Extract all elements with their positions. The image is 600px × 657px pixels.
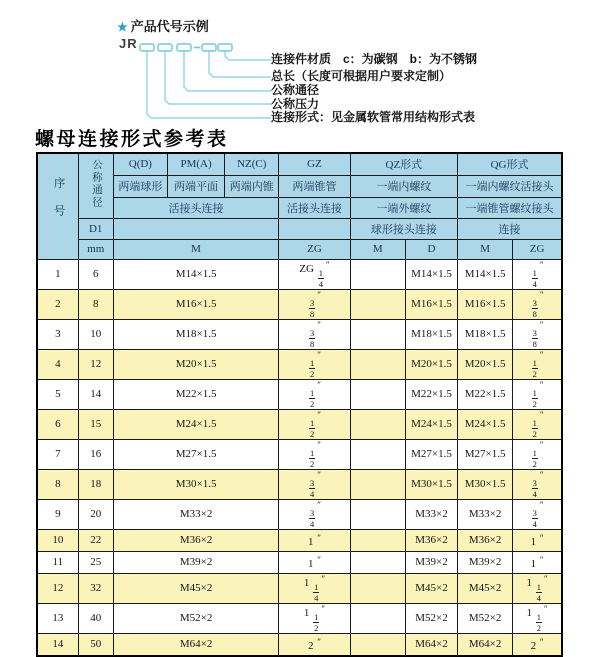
inch-fraction: $\frac{3}{4}$ bbox=[310, 507, 315, 529]
cell-qg-m: M39×2 bbox=[458, 551, 513, 573]
end-type-nzc: 两端内锥 bbox=[225, 175, 279, 197]
cell-qz-d: M20×1.5 bbox=[405, 349, 457, 379]
cell-qz-d: M36×2 bbox=[405, 529, 457, 551]
cell-dn: 6 bbox=[78, 259, 113, 289]
table-row bbox=[37, 469, 562, 499]
cell-qz-d: M64×2 bbox=[405, 633, 457, 656]
cell-qz-d: M27×1.5 bbox=[405, 439, 457, 469]
diagram-line bbox=[209, 51, 271, 77]
table-row bbox=[37, 379, 562, 409]
cell-seq: 12 bbox=[37, 573, 78, 603]
cell-qg-m: M36×2 bbox=[458, 529, 513, 551]
cell-seq: 3 bbox=[37, 319, 78, 349]
inch-fraction: $\frac{3}{4}$ bbox=[532, 477, 537, 499]
reference-table bbox=[36, 152, 563, 657]
cell-qg-m: M45×2 bbox=[458, 573, 513, 603]
cell-qg-zg: 2 ″ bbox=[513, 633, 562, 656]
cell-zg: $\frac{1}{2}$ ″ bbox=[279, 379, 350, 409]
cell-qg-zg: $\frac{3}{8}$ ″ bbox=[513, 289, 562, 319]
cell-dn: 10 bbox=[78, 319, 113, 349]
table-row bbox=[37, 499, 562, 529]
cell-seq: 5 bbox=[37, 379, 78, 409]
table-row bbox=[37, 409, 562, 439]
cell-zg: $\frac{1}{2}$ ″ bbox=[279, 409, 350, 439]
cell-qg-zg: 1 $\frac{1}{2}$ ″ bbox=[513, 603, 562, 633]
col-header-d1: D1 bbox=[78, 218, 113, 239]
thread-col-qz-m: M bbox=[350, 239, 405, 259]
cell-qz-d: M39×2 bbox=[405, 551, 457, 573]
cell-qz-d: M14×1.5 bbox=[405, 259, 457, 289]
diagram-label: 总长（长度可根据用户要求定制） bbox=[271, 69, 452, 83]
cell-dn: 15 bbox=[78, 409, 113, 439]
cell-qz-m bbox=[350, 409, 405, 439]
cell-qg-m: M30×1.5 bbox=[458, 469, 513, 499]
cell-dn: 50 bbox=[78, 633, 113, 656]
cell-dn: 16 bbox=[78, 439, 113, 469]
diagram-label: 连接形式：见金属软管常用结构形式表 bbox=[271, 110, 476, 124]
conn-spherical-qz: 球形接头连接 bbox=[350, 218, 457, 239]
table-row bbox=[37, 529, 562, 551]
cell-zg: $\frac{1}{2}$ ″ bbox=[279, 439, 350, 469]
cell-seq: 13 bbox=[37, 603, 78, 633]
code-box bbox=[158, 44, 172, 51]
end-type-pma: 两端平面 bbox=[167, 175, 224, 197]
col-group-qz: QZ形式 bbox=[350, 153, 457, 175]
table-row bbox=[37, 349, 562, 379]
diagram-heading-text: 产品代号示例 bbox=[130, 19, 209, 34]
col-group-nzc: NZ(C) bbox=[225, 153, 279, 175]
col-header-mm: mm bbox=[78, 239, 113, 259]
inch-fraction: $\frac{3}{8}$ bbox=[310, 327, 315, 349]
cell-seq: 7 bbox=[37, 439, 78, 469]
diagram-line bbox=[184, 51, 271, 91]
table-row bbox=[37, 551, 562, 573]
cell-m: M18×1.5 bbox=[113, 319, 279, 349]
inch-fraction: $\frac{3}{4}$ bbox=[532, 507, 537, 529]
cell-m: M27×1.5 bbox=[113, 439, 279, 469]
cell-qg-m: M64×2 bbox=[458, 633, 513, 656]
cell-qg-m: M22×1.5 bbox=[458, 379, 513, 409]
cell-qg-zg: $\frac{1}{4}$ ″ bbox=[513, 259, 562, 289]
thread-col-zg: ZG bbox=[279, 239, 350, 259]
inch-fraction: $\frac{3}{4}$ bbox=[310, 477, 315, 499]
cell-m: M33×2 bbox=[113, 499, 279, 529]
cell-dn: 18 bbox=[78, 469, 113, 499]
cell-zg: $\frac{1}{2}$ ″ bbox=[279, 349, 350, 379]
cell-qz-m bbox=[350, 551, 405, 573]
cell-seq: 14 bbox=[37, 633, 78, 656]
cell-dn: 32 bbox=[78, 573, 113, 603]
cell-zg: ZG $\frac{1}{4}$ ″ bbox=[279, 259, 350, 289]
col-group-gz: GZ bbox=[279, 153, 350, 175]
cell-qz-d: M16×1.5 bbox=[405, 289, 457, 319]
cell-m: M30×1.5 bbox=[113, 469, 279, 499]
cell-qg-m: M24×1.5 bbox=[458, 409, 513, 439]
cell-qg-m: M33×2 bbox=[458, 499, 513, 529]
cell-qz-d: M18×1.5 bbox=[405, 319, 457, 349]
cell-qz-m bbox=[350, 439, 405, 469]
table-row bbox=[37, 633, 562, 656]
col-group-qd: Q(D) bbox=[113, 153, 167, 175]
cell-qg-zg: $\frac{1}{2}$ ″ bbox=[513, 409, 562, 439]
inch-fraction: $\frac{1}{2}$ bbox=[536, 611, 541, 633]
cell-seq: 6 bbox=[37, 409, 78, 439]
empty-cell bbox=[279, 218, 350, 239]
thread-col-qz-d: D bbox=[405, 239, 457, 259]
cell-zg: 2 ″ bbox=[279, 633, 350, 656]
empty-cell bbox=[113, 218, 279, 239]
inch-fraction: $\frac{1}{4}$ bbox=[532, 267, 537, 289]
cell-qz-d: M33×2 bbox=[405, 499, 457, 529]
inch-fraction: $\frac{1}{4}$ bbox=[318, 267, 323, 289]
cell-qz-m bbox=[350, 469, 405, 499]
inch-fraction: $\frac{1}{2}$ bbox=[532, 387, 537, 409]
cell-qg-m: M52×2 bbox=[458, 603, 513, 633]
diagram-heading bbox=[117, 16, 209, 35]
cell-seq: 2 bbox=[37, 289, 78, 319]
cell-qg-m: M27×1.5 bbox=[458, 439, 513, 469]
cell-qg-zg: $\frac{1}{2}$ ″ bbox=[513, 349, 562, 379]
cell-m: M39×2 bbox=[113, 551, 279, 573]
cell-dn: 22 bbox=[78, 529, 113, 551]
cell-qz-m bbox=[350, 259, 405, 289]
cell-qz-m bbox=[350, 529, 405, 551]
cell-qg-zg: 1 ″ bbox=[513, 551, 562, 573]
end-type-gz: 两端锥管 bbox=[279, 175, 350, 197]
table-row bbox=[37, 259, 562, 289]
cell-zg: $\frac{3}{8}$ ″ bbox=[279, 289, 350, 319]
inch-fraction: $\frac{1}{2}$ bbox=[310, 447, 315, 469]
table-row bbox=[37, 319, 562, 349]
cell-m: M16×1.5 bbox=[113, 289, 279, 319]
cell-qg-m: M16×1.5 bbox=[458, 289, 513, 319]
cell-qg-zg: $\frac{3}{4}$ ″ bbox=[513, 469, 562, 499]
inch-fraction: $\frac{1}{2}$ bbox=[310, 357, 315, 379]
end-type-qz: 一端内螺纹 bbox=[350, 175, 457, 197]
cell-qz-m bbox=[350, 499, 405, 529]
inch-fraction: $\frac{3}{8}$ bbox=[310, 297, 315, 319]
cell-dn: 40 bbox=[78, 603, 113, 633]
code-box bbox=[140, 44, 154, 51]
cell-seq: 10 bbox=[37, 529, 78, 551]
cell-qz-m bbox=[350, 379, 405, 409]
cell-qg-zg: 1 ″ bbox=[513, 529, 562, 551]
diagram-label: 连接件材质 c：为碳钢 b：为不锈钢 bbox=[271, 52, 478, 66]
cell-qg-zg: $\frac{3}{4}$ ″ bbox=[513, 499, 562, 529]
cell-m: M24×1.5 bbox=[113, 409, 279, 439]
cell-zg: $\frac{3}{8}$ ″ bbox=[279, 319, 350, 349]
table-row bbox=[37, 289, 562, 319]
thread-col-m: M bbox=[113, 239, 279, 259]
cell-zg: $\frac{3}{4}$ ″ bbox=[279, 499, 350, 529]
inch-fraction: $\frac{1}{2}$ bbox=[532, 417, 537, 439]
cell-m: M14×1.5 bbox=[113, 259, 279, 289]
cell-qg-zg: $\frac{1}{2}$ ″ bbox=[513, 439, 562, 469]
cell-zg: 1 ″ bbox=[279, 529, 350, 551]
table-row bbox=[37, 439, 562, 469]
col-group-pma: PM(A) bbox=[167, 153, 224, 175]
inch-fraction: $\frac{1}{2}$ bbox=[314, 611, 319, 633]
inch-fraction: $\frac{1}{4}$ bbox=[314, 581, 319, 603]
table-row bbox=[37, 603, 562, 633]
cell-seq: 4 bbox=[37, 349, 78, 379]
cell-dn: 12 bbox=[78, 349, 113, 379]
cell-qg-zg: $\frac{1}{2}$ ″ bbox=[513, 379, 562, 409]
col-header-nominal-dia: 公称通径 bbox=[78, 153, 113, 218]
cell-seq: 9 bbox=[37, 499, 78, 529]
code-box bbox=[177, 44, 191, 51]
thread-col-qg-m: M bbox=[458, 239, 513, 259]
thread-col-qg-zg: ZG bbox=[513, 239, 562, 259]
diagram-label: 公称压力 bbox=[271, 97, 320, 111]
conn-ext-thread-qz: 一端外螺纹 bbox=[350, 197, 457, 218]
conn-union-gz: 活接头连接 bbox=[279, 197, 350, 218]
end-type-qd: 两端球形 bbox=[113, 175, 167, 197]
cell-zg: 1 $\frac{1}{2}$ ″ bbox=[279, 603, 350, 633]
cell-qg-zg: 1 $\frac{1}{4}$ ″ bbox=[513, 573, 562, 603]
col-header-seq: 序号 bbox=[37, 153, 78, 259]
cell-qz-m bbox=[350, 349, 405, 379]
conn-label-qg: 连接 bbox=[458, 218, 562, 239]
cell-qz-m bbox=[350, 603, 405, 633]
code-box bbox=[218, 44, 232, 51]
cell-qz-m bbox=[350, 319, 405, 349]
cell-zg: 1 ″ bbox=[279, 551, 350, 573]
cell-qz-d: M22×1.5 bbox=[405, 379, 457, 409]
cell-m: M22×1.5 bbox=[113, 379, 279, 409]
cell-qz-m bbox=[350, 573, 405, 603]
cell-m: M45×2 bbox=[113, 573, 279, 603]
cell-m: M36×2 bbox=[113, 529, 279, 551]
inch-fraction: $\frac{1}{4}$ bbox=[536, 581, 541, 603]
cell-seq: 1 bbox=[37, 259, 78, 289]
col-group-qg: QG形式 bbox=[458, 153, 562, 175]
product-code-prefix: JR bbox=[119, 36, 138, 51]
cell-qz-d: M30×1.5 bbox=[405, 469, 457, 499]
end-type-qg: 一端内螺纹活接头 bbox=[458, 175, 562, 197]
cell-seq: 8 bbox=[37, 469, 78, 499]
cell-zg: $\frac{3}{4}$ ″ bbox=[279, 469, 350, 499]
diagram-line bbox=[225, 51, 271, 60]
diagram-label: 公称通径 bbox=[271, 83, 320, 97]
star-icon: ★ bbox=[117, 20, 128, 34]
inch-fraction: $\frac{1}{2}$ bbox=[532, 357, 537, 379]
cell-qz-d: M24×1.5 bbox=[405, 409, 457, 439]
inch-fraction: $\frac{1}{2}$ bbox=[310, 417, 315, 439]
inch-fraction: $\frac{1}{2}$ bbox=[310, 387, 315, 409]
cell-m: M64×2 bbox=[113, 633, 279, 656]
conn-taper-thread-qg: 一端锥管螺纹接头 bbox=[458, 197, 562, 218]
cell-qg-m: M14×1.5 bbox=[458, 259, 513, 289]
cell-qz-m bbox=[350, 289, 405, 319]
inch-fraction: $\frac{3}{8}$ bbox=[532, 327, 537, 349]
cell-dn: 14 bbox=[78, 379, 113, 409]
cell-qg-m: M20×1.5 bbox=[458, 349, 513, 379]
cell-qg-zg: $\frac{3}{8}$ ″ bbox=[513, 319, 562, 349]
cell-dn: 20 bbox=[78, 499, 113, 529]
inch-fraction: $\frac{3}{8}$ bbox=[532, 297, 537, 319]
table-body bbox=[37, 259, 562, 656]
cell-m: M52×2 bbox=[113, 603, 279, 633]
cell-qz-m bbox=[350, 633, 405, 656]
cell-qz-d: M52×2 bbox=[405, 603, 457, 633]
cell-dn: 25 bbox=[78, 551, 113, 573]
cell-qg-m: M18×1.5 bbox=[458, 319, 513, 349]
table-row bbox=[37, 573, 562, 603]
cell-m: M20×1.5 bbox=[113, 349, 279, 379]
conn-union-left: 活接头连接 bbox=[113, 197, 279, 218]
code-box bbox=[202, 44, 216, 51]
cell-zg: 1 $\frac{1}{4}$ ″ bbox=[279, 573, 350, 603]
inch-fraction: $\frac{1}{2}$ bbox=[532, 447, 537, 469]
cell-qz-d: M45×2 bbox=[405, 573, 457, 603]
cell-seq: 11 bbox=[37, 551, 78, 573]
cell-dn: 8 bbox=[78, 289, 113, 319]
page-title: 螺母连接形式参考表 bbox=[35, 129, 229, 150]
